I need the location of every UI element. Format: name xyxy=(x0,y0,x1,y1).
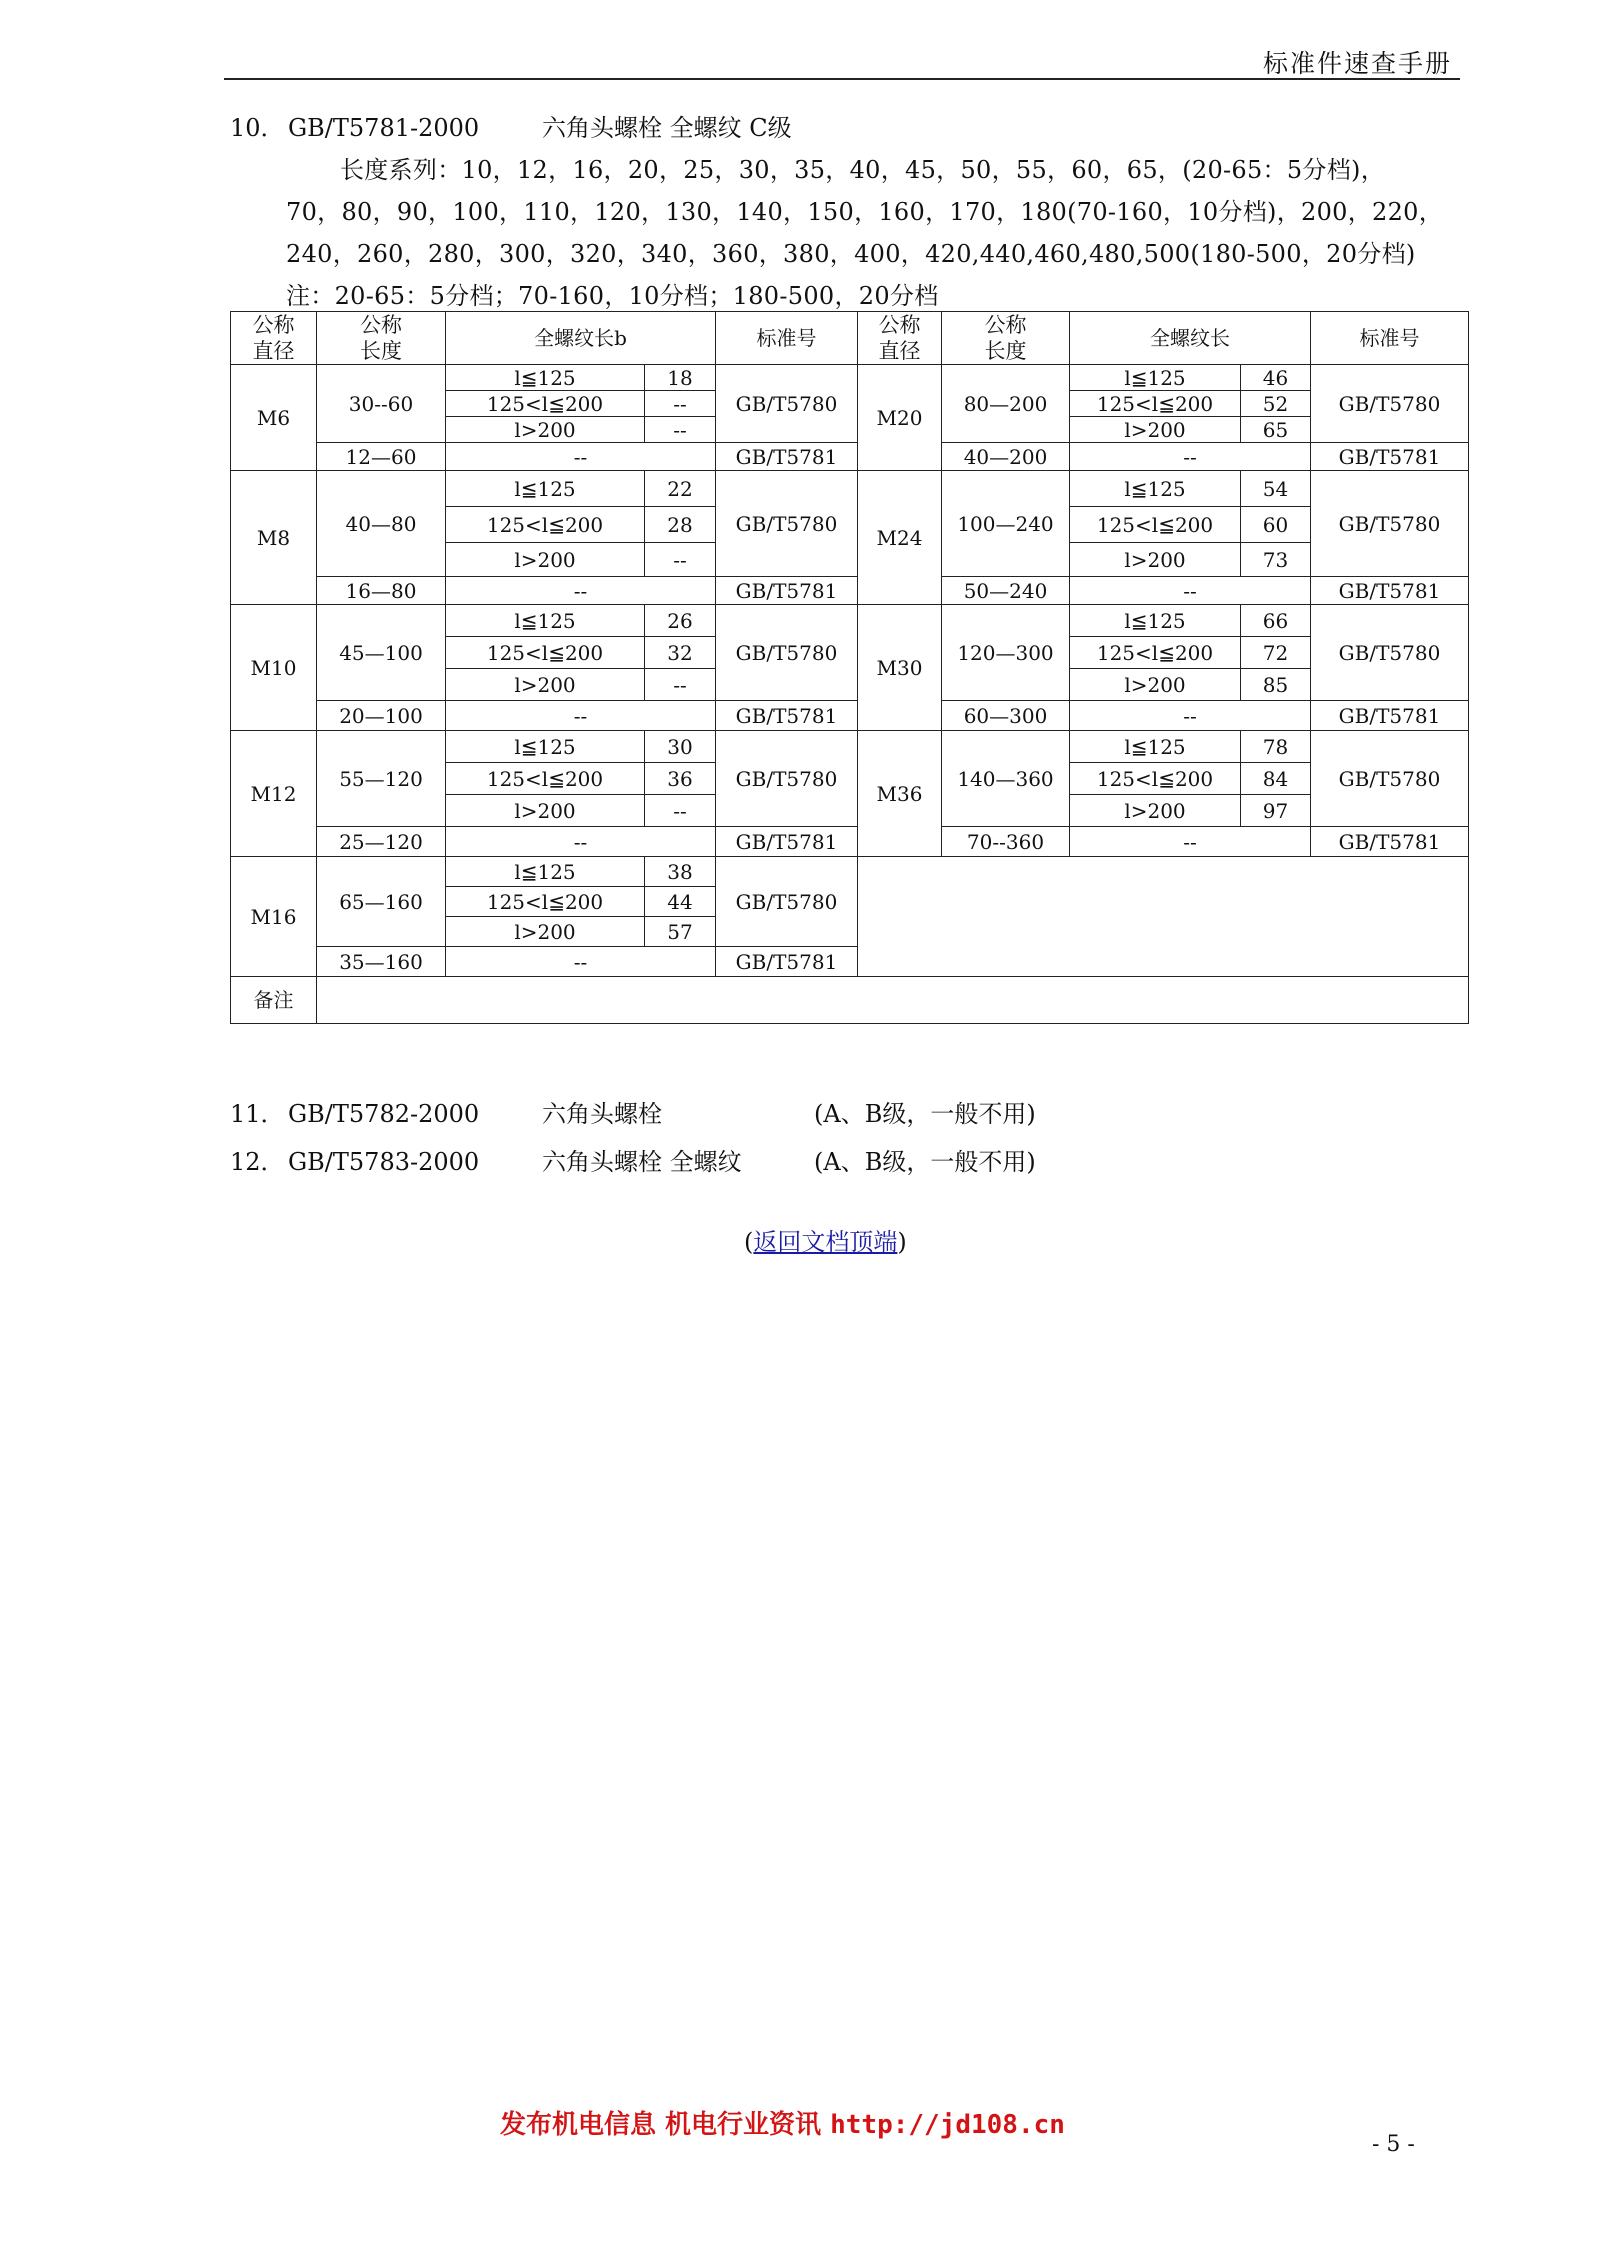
full-thread-length-range: 70--360 xyxy=(942,827,1070,857)
length-range: 55—120 xyxy=(317,731,446,827)
header-title: 标准件速查手册 xyxy=(1262,49,1452,78)
standard-note: (A、B级，一般不用) xyxy=(814,1148,1036,1176)
thread-length-b: 46 xyxy=(1241,365,1311,391)
standard-number: GB/T5781 xyxy=(716,947,858,977)
footer-text: 发布机电信息 机电行业资讯 xyxy=(500,2110,831,2140)
footer-promo xyxy=(500,2104,1065,2141)
thread-length-b: 73 xyxy=(1241,543,1311,577)
full-thread-b: -- xyxy=(1070,701,1311,731)
length-condition: l≦125 xyxy=(1070,605,1241,637)
thread-length-b: 78 xyxy=(1241,731,1311,763)
length-range: 65—160 xyxy=(317,857,446,947)
full-thread-b: -- xyxy=(446,827,716,857)
length-range: 100—240 xyxy=(942,471,1070,577)
full-thread-length-range: 12—60 xyxy=(317,443,446,471)
thread-length-b: 18 xyxy=(645,365,716,391)
thread-length-b: 60 xyxy=(1241,507,1311,543)
standard-number: GB/T5781 xyxy=(1311,701,1469,731)
header-thread-length-b: 全螺纹长b xyxy=(446,312,716,365)
standard-number: GB/T5780 xyxy=(716,471,858,577)
section-number: 12． xyxy=(230,1148,285,1176)
thread-length-b: 54 xyxy=(1241,471,1311,507)
standard-code: GB/T5782-2000 xyxy=(288,1100,480,1128)
thread-length-b: 44 xyxy=(645,887,716,917)
empty-cell xyxy=(858,857,1469,977)
nominal-diameter: M10 xyxy=(231,605,317,731)
standard-number: GB/T5780 xyxy=(716,731,858,827)
standard-name: 六角头螺栓 全螺纹 C级 xyxy=(542,114,792,142)
standard-number: GB/T5780 xyxy=(1311,731,1469,827)
table-row xyxy=(231,471,1469,507)
remarks-row xyxy=(231,977,1469,1024)
thread-length-b: -- xyxy=(645,795,716,827)
length-condition: l>200 xyxy=(446,917,645,947)
header-thread-length-right: 全螺纹长 xyxy=(1070,312,1311,365)
nominal-diameter: M30 xyxy=(858,605,942,731)
table-row xyxy=(231,365,1469,391)
nominal-diameter: M20 xyxy=(858,365,942,471)
length-condition: l≦125 xyxy=(446,857,645,887)
length-condition: 125<l≦200 xyxy=(1070,507,1241,543)
length-condition: 125<l≦200 xyxy=(446,887,645,917)
standard-number: GB/T5781 xyxy=(716,827,858,857)
full-thread-b: -- xyxy=(446,947,716,977)
length-condition: l>200 xyxy=(1070,543,1241,577)
nominal-diameter: M24 xyxy=(858,471,942,605)
standard-number: GB/T5780 xyxy=(716,857,858,947)
standard-name: 六角头螺栓 全螺纹 xyxy=(542,1148,742,1176)
length-condition: l>200 xyxy=(1070,417,1241,443)
standard-number: GB/T5780 xyxy=(716,365,858,443)
bolt-spec-table xyxy=(230,311,1469,1024)
full-thread-length-range: 16—80 xyxy=(317,577,446,605)
length-condition: 125<l≦200 xyxy=(1070,637,1241,669)
thread-length-b: 84 xyxy=(1241,763,1311,795)
header-nominal-length: 公称 长度 xyxy=(317,312,446,365)
thread-length-b: 85 xyxy=(1241,669,1311,701)
header-standard-no-right: 标准号 xyxy=(1311,312,1469,365)
thread-length-b: 65 xyxy=(1241,417,1311,443)
full-thread-b: -- xyxy=(446,701,716,731)
section-number: 11． xyxy=(230,1100,285,1128)
length-range: 30--60 xyxy=(317,365,446,443)
thread-length-b: 57 xyxy=(645,917,716,947)
length-series-line-1: 长度系列：10，12，16，20，25，30，35，40，45，50，55，60，65，(20-65：5分档)， xyxy=(340,156,1385,184)
standard-number: GB/T5781 xyxy=(1311,827,1469,857)
section-11-title xyxy=(230,1094,1036,1129)
standard-name: 六角头螺栓 xyxy=(542,1100,662,1128)
length-range: 120—300 xyxy=(942,605,1070,701)
nominal-diameter: M36 xyxy=(858,731,942,857)
thread-length-b: -- xyxy=(645,417,716,443)
length-condition: l>200 xyxy=(446,417,645,443)
page-number: - 5 - xyxy=(1372,2132,1415,2157)
standard-number: GB/T5780 xyxy=(1311,605,1469,701)
footer-url-link[interactable]: http://jd108.cn xyxy=(830,2110,1065,2140)
length-condition: l≦125 xyxy=(446,731,645,763)
full-thread-length-range: 35—160 xyxy=(317,947,446,977)
table-row xyxy=(231,731,1469,763)
paren-open: ( xyxy=(744,1228,754,1256)
length-condition: 125<l≦200 xyxy=(1070,391,1241,417)
length-condition: l>200 xyxy=(446,795,645,827)
length-range: 140—360 xyxy=(942,731,1070,827)
thread-length-b: 36 xyxy=(645,763,716,795)
table-row xyxy=(231,827,1469,857)
header-standard-no: 标准号 xyxy=(716,312,858,365)
length-condition: l≦125 xyxy=(446,471,645,507)
length-condition: 125<l≦200 xyxy=(446,637,645,669)
length-condition: l≦125 xyxy=(1070,471,1241,507)
length-condition: l≦125 xyxy=(1070,365,1241,391)
length-condition: l≦125 xyxy=(446,365,645,391)
full-thread-b: -- xyxy=(1070,443,1311,471)
table-header-row xyxy=(231,312,1469,365)
full-thread-length-range: 60—300 xyxy=(942,701,1070,731)
nominal-diameter: M8 xyxy=(231,471,317,605)
length-condition: l>200 xyxy=(446,669,645,701)
length-condition: l≦125 xyxy=(1070,731,1241,763)
length-series-line-3: 240，260，280，300，320，340，360，380，400，420,440,460,480,500(180-500，20分档) xyxy=(286,240,1416,268)
length-series-note: 注：20-65：5分档；70-160，10分档；180-500，20分档 xyxy=(286,282,939,310)
thread-length-b: -- xyxy=(645,391,716,417)
table-row xyxy=(231,605,1469,637)
back-to-top-link[interactable]: 返回文档顶端 xyxy=(753,1228,898,1256)
length-series-line-2: 70，80，90，100，110，120，130，140，150，160，170，180(70-160，10分档)，200，220， xyxy=(286,198,1444,226)
length-condition: 125<l≦200 xyxy=(446,507,645,543)
header-rule xyxy=(224,78,1460,80)
standard-number: GB/T5781 xyxy=(1311,577,1469,605)
nominal-diameter: M12 xyxy=(231,731,317,857)
nominal-diameter: M16 xyxy=(231,857,317,977)
full-thread-length-range: 40—200 xyxy=(942,443,1070,471)
section-number: 10． xyxy=(230,114,285,142)
table-row xyxy=(231,443,1469,471)
full-thread-length-range: 25—120 xyxy=(317,827,446,857)
paren-close: ) xyxy=(897,1228,907,1256)
full-thread-b: -- xyxy=(1070,827,1311,857)
full-thread-length-range: 50—240 xyxy=(942,577,1070,605)
standard-note: (A、B级，一般不用) xyxy=(814,1100,1036,1128)
full-thread-length-range: 20—100 xyxy=(317,701,446,731)
table-row xyxy=(231,577,1469,605)
table-row xyxy=(231,701,1469,731)
section-10-title xyxy=(230,108,814,143)
thread-length-b: 32 xyxy=(645,637,716,669)
thread-length-b: -- xyxy=(645,669,716,701)
length-condition: l>200 xyxy=(1070,795,1241,827)
thread-length-b: -- xyxy=(645,543,716,577)
standard-number: GB/T5781 xyxy=(716,443,858,471)
length-range: 80—200 xyxy=(942,365,1070,443)
table-row xyxy=(231,857,1469,887)
header-nominal-length-right: 公称 长度 xyxy=(942,312,1070,365)
back-to-top xyxy=(744,1222,907,1257)
length-range: 40—80 xyxy=(317,471,446,577)
standard-code: GB/T5781-2000 xyxy=(288,114,480,142)
length-condition: 125<l≦200 xyxy=(446,391,645,417)
standard-code: GB/T5783-2000 xyxy=(288,1148,480,1176)
full-thread-b: -- xyxy=(1070,577,1311,605)
full-thread-b: -- xyxy=(446,577,716,605)
thread-length-b: 97 xyxy=(1241,795,1311,827)
full-thread-b: -- xyxy=(446,443,716,471)
header-nominal-diameter: 公称 直径 xyxy=(231,312,317,365)
length-condition: l≦125 xyxy=(446,605,645,637)
length-condition: l>200 xyxy=(446,543,645,577)
length-condition: 125<l≦200 xyxy=(446,763,645,795)
standard-number: GB/T5781 xyxy=(716,701,858,731)
standard-number: GB/T5781 xyxy=(1311,443,1469,471)
section-12-title xyxy=(230,1142,1036,1177)
standard-number: GB/T5780 xyxy=(716,605,858,701)
length-condition: 125<l≦200 xyxy=(1070,763,1241,795)
thread-length-b: 28 xyxy=(645,507,716,543)
nominal-diameter: M6 xyxy=(231,365,317,471)
thread-length-b: 22 xyxy=(645,471,716,507)
length-range: 45—100 xyxy=(317,605,446,701)
thread-length-b: 66 xyxy=(1241,605,1311,637)
thread-length-b: 72 xyxy=(1241,637,1311,669)
standard-number: GB/T5780 xyxy=(1311,365,1469,443)
thread-length-b: 52 xyxy=(1241,391,1311,417)
standard-number: GB/T5780 xyxy=(1311,471,1469,577)
thread-length-b: 26 xyxy=(645,605,716,637)
remarks-label: 备注 xyxy=(231,977,317,1024)
thread-length-b: 38 xyxy=(645,857,716,887)
remarks-value xyxy=(317,977,1469,1024)
thread-length-b: 30 xyxy=(645,731,716,763)
length-condition: l>200 xyxy=(1070,669,1241,701)
standard-number: GB/T5781 xyxy=(716,577,858,605)
header-nominal-diameter-right: 公称 直径 xyxy=(858,312,942,365)
